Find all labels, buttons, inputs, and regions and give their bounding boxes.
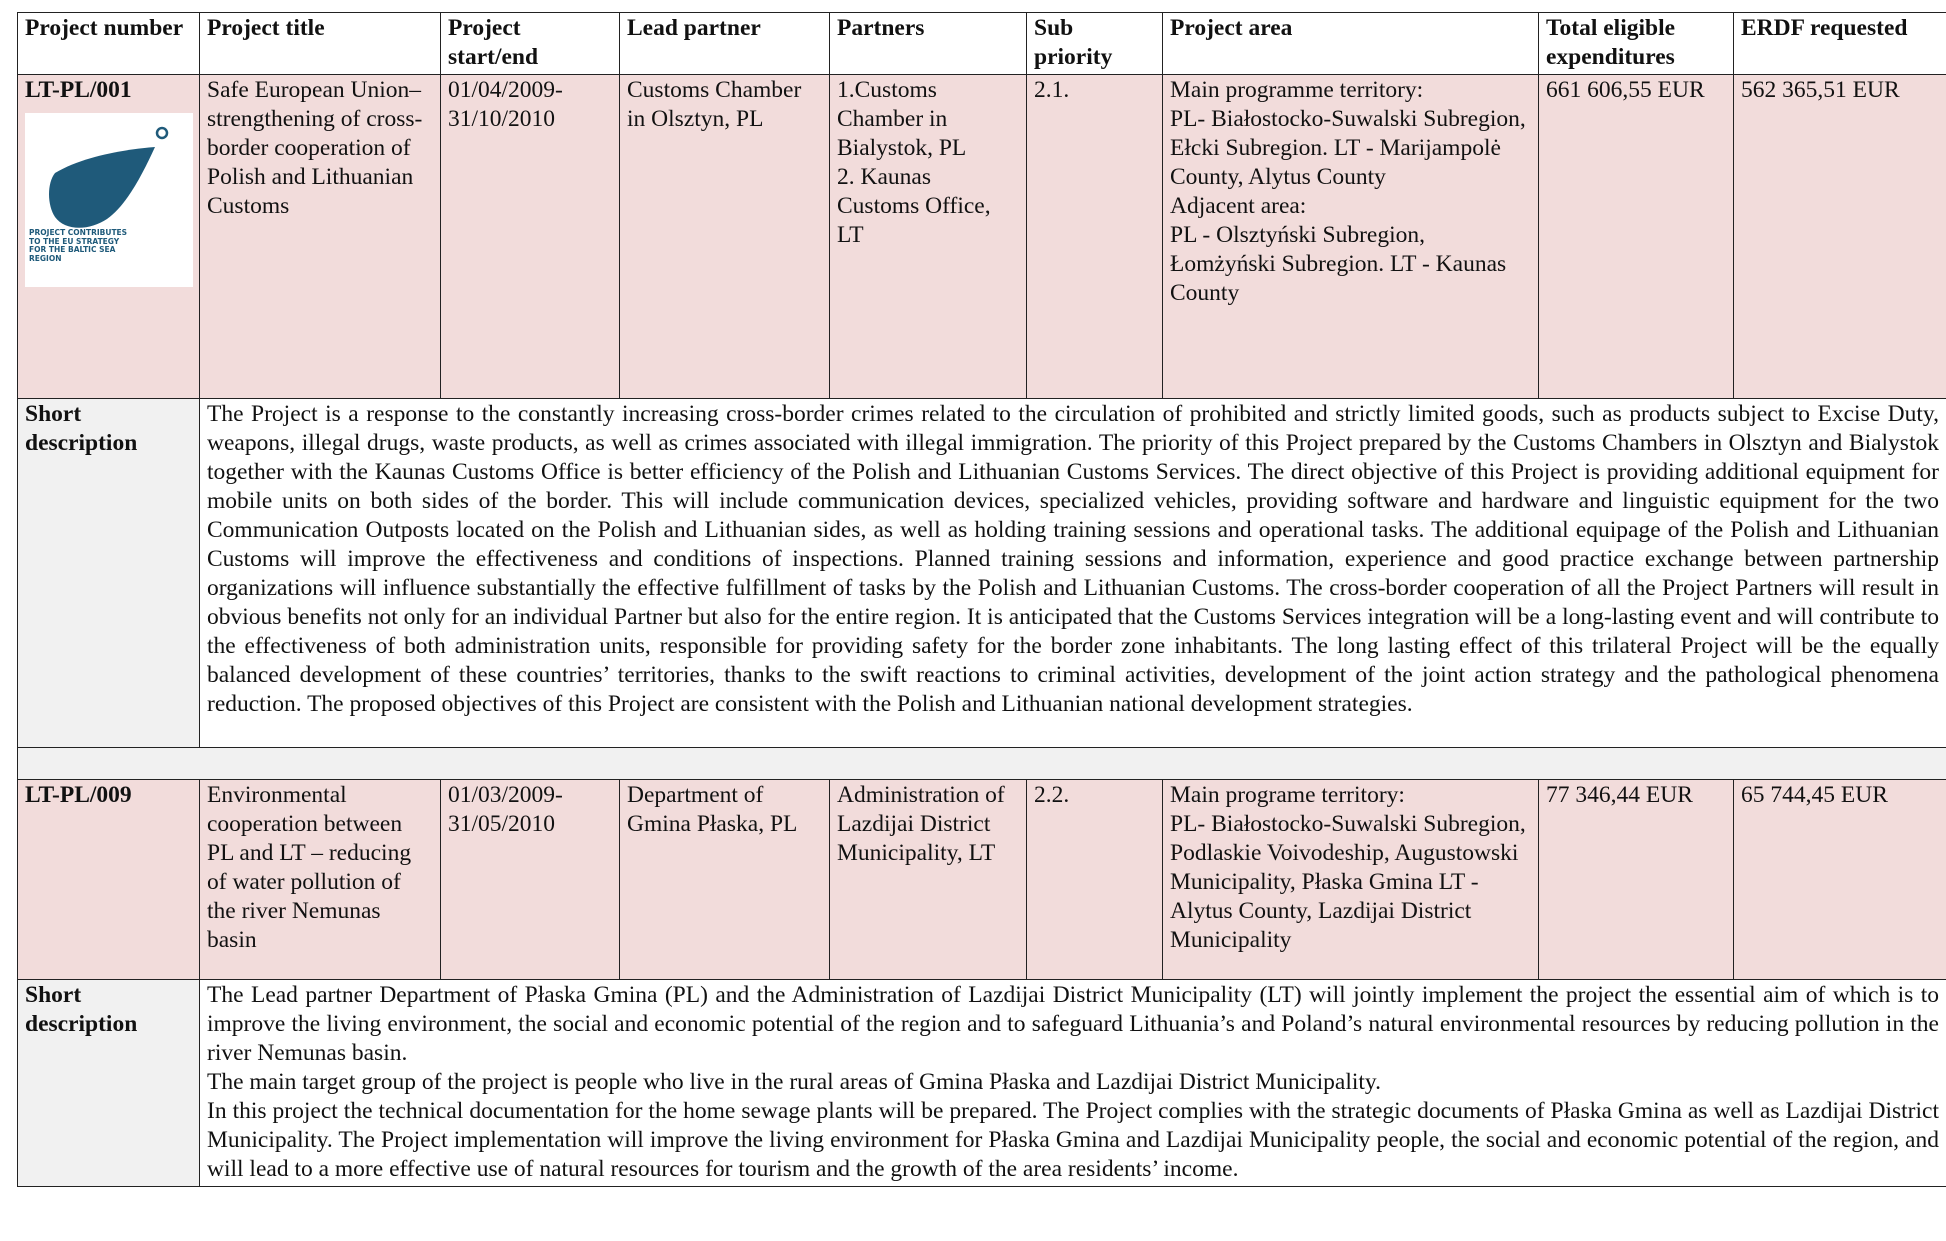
header-erdf-requested: ERDF requested [1734,13,1946,75]
partner-item: 1.Customs Chamber in Bialystok, PL [837,77,967,161]
short-description-label: Short description [18,399,200,748]
short-description [200,980,1946,1187]
spacer-row [18,748,1946,780]
logo-caption: PROJECT CONTRIBUTES TO THE EU STRATEGY FOR THE BALTIC SEA REGION [29,228,128,263]
project-row [18,75,1946,399]
sub-priority: 2.1. [1027,75,1163,399]
header-project-area: Project area [1163,13,1539,75]
partner-item: Administration of Lazdijai District Municipality, LT [837,782,1005,866]
partner-item: 2. Kaunas Customs Office, LT [837,164,991,248]
total-eligible-expenditures: 77 346,44 EUR [1539,780,1734,980]
project-area-cell [1163,75,1539,399]
header-sub-priority: Sub priority [1027,13,1163,75]
projects-table [17,12,1946,1187]
area-line: Main programe territory: [1170,782,1405,808]
area-line: Adjacent area: [1170,193,1307,219]
sub-priority: 2.2. [1027,780,1163,980]
area-line: PL- Białostocko-Suwalski Subregion, Ełcki Subregion. LT - Marijampolė County, Alytus County [1170,106,1526,190]
project-start-end: 01/04/2009-31/10/2010 [441,75,620,399]
description-paragraph: In this project the technical documentation for the home sewage plants will be prepared. The Project complies with the strategic documents of Płaska Gmina as well as Lazdijai District Municipality. The Project implementation will improve the living environment for Płaska Gmina and Lazdijai Municipality people, the social and economic potential of the region, and will lead to a more effective use of natural resources for tourism and the growth of the area residents’ income. [207,1098,1939,1182]
project-start-end: 01/03/2009-31/05/2010 [441,780,620,980]
header-row [18,13,1946,75]
projects-document [17,12,1946,1187]
project-area-cell [1163,780,1539,980]
area-line: PL- Białostocko-Suwalski Subregion, Podlaskie Voivodeship, Augustowski Municipality, Płaska Gmina LT - Alytus County, Lazdijai District Municipality [1170,811,1526,953]
area-line: Main programme territory: [1170,77,1424,103]
lead-partner: Department of Gmina Płaska, PL [620,780,830,980]
header-project-number: Project number [18,13,200,75]
description-paragraph: The Lead partner Department of Płaska Gmina (PL) and the Administration of Lazdijai District Municipality (LT) will jointly implement the project the essential aim of which is to improve the living environment, the social and economic potential of the region and to safeguard Lithuania’s and Poland’s natural environmental resources by reducing pollution in the river Nemunas basin. [207,982,1939,1066]
description-paragraph: The main target group of the project is people who live in the rural areas of Gmina Płaska and Lazdijai District Municipality. [207,1069,1382,1095]
project-title: Safe European Union–strengthening of cross-border cooperation of Polish and Lithuanian Customs [200,75,441,399]
partners-cell [830,780,1027,980]
description-paragraph: The Project is a response to the constantly increasing cross-border crimes related to the circulation of prohibited and strictly limited goods, such as products subject to Excise Duty, weapons, illegal drugs, waste products, as well as crimes associated with illegal immigration. The priority of this Project prepared by the Customs Chambers in Olsztyn and Bialystok together with the Kaunas Customs Office is better efficiency of the Polish and Lithuanian Customs Services. The direct objective of this Project is providing additional equipment for mobile units on both sides of the border. This will include communication devices, specialized vehicles, providing software and hardware and linguistic equipment for the two Communication Outposts located on the Polish and Lithuanian sides, as well as holding training sessions and operational tasks. The additional equipage of the Polish and Lithuanian Customs will improve the effectiveness and conditions of inspections. Planned training sessions and information, experience and good practice exchange between partnership organizations will influence substantially the effective fulfillment of tasks by the Polish and Lithuanian Customs. The cross-border cooperation of all the Project Partners will result in obvious benefits not only for an individual Partner but also for the entire region. It is anticipated that the Customs Services integration will be a long-lasting event and will contribute to the effectiveness of both administration units, responsible for providing safety for the border zone inhabitants. The long lasting effect of this trilateral Project will be the equally balanced development of these countries’ territories, thanks to the swift reactions to criminal activities, development of the joint action strategy and the pathological phenomena reduction. The proposed objectives of this Project are consistent with the Polish and Lithuanian national development strategies. [207,401,1939,717]
header-total-eligible: Total eligible expenditures [1539,13,1734,75]
header-lead-partner: Lead partner [620,13,830,75]
short-description [200,399,1946,748]
erdf-requested: 65 744,45 EUR [1734,780,1946,980]
project-number: LT-PL/001 [25,77,132,103]
header-project-title: Project title [200,13,441,75]
project-number-cell [18,75,200,399]
lead-partner: Customs Chamber in Olsztyn, PL [620,75,830,399]
erdf-requested: 562 365,51 EUR [1734,75,1946,399]
description-row [18,980,1946,1187]
header-project-start-end: Project start/end [441,13,620,75]
header-partners: Partners [830,13,1027,75]
eu-baltic-strategy-logo [25,113,193,287]
row-separator [18,748,1946,780]
project-number: LT-PL/009 [18,780,200,980]
description-row [18,399,1946,748]
area-line: PL - Olsztyński Subregion, Łomżyński Subregion. LT - Kaunas County [1170,222,1507,306]
short-description-label: Short description [18,980,200,1187]
project-title: Environmental cooperation between PL and LT – reducing of water pollution of the river Nemunas basin [200,780,441,980]
partners-cell [830,75,1027,399]
project-row [18,780,1946,980]
total-eligible-expenditures: 661 606,55 EUR [1539,75,1734,399]
